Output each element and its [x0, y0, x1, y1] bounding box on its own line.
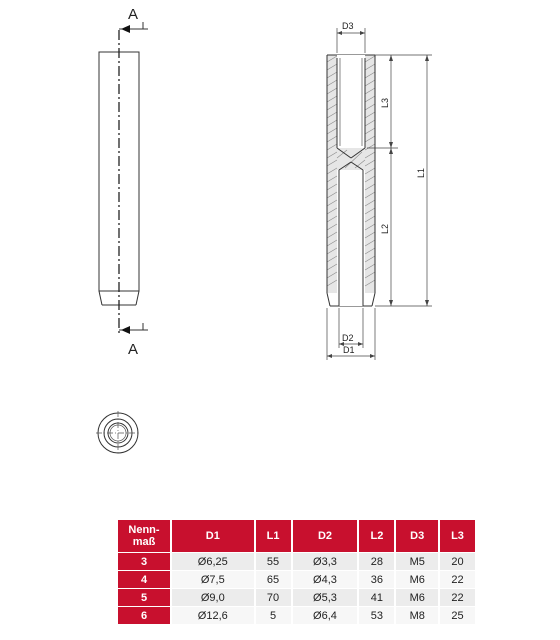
cell-d1: Ø7,5	[172, 571, 254, 588]
cell-nennmass: 3	[118, 553, 170, 570]
cell-d1: Ø12,6	[172, 607, 254, 624]
col-header-d3: D3	[396, 520, 438, 552]
table-row	[118, 607, 475, 624]
cell-l1: 55	[256, 553, 291, 570]
table-header-row	[118, 520, 475, 552]
cell-l2: 41	[359, 589, 394, 606]
cell-d1: Ø6,25	[172, 553, 254, 570]
dim-label-d2: D2	[342, 333, 354, 343]
cell-d1: Ø9,0	[172, 589, 254, 606]
side-view	[99, 30, 139, 335]
cell-d3: M8	[396, 607, 438, 624]
end-view	[96, 411, 140, 455]
cell-d2: Ø6,4	[293, 607, 358, 624]
dim-label-l2: L2	[380, 223, 390, 234]
table-row	[118, 571, 475, 588]
col-header-d1: D1	[172, 520, 254, 552]
dimension-table	[116, 519, 477, 625]
dim-label-l1: L1	[416, 167, 426, 178]
cell-l3: 22	[440, 589, 475, 606]
section-label-bottom: A	[128, 341, 139, 358]
cell-l1: 5	[256, 607, 291, 624]
col-header-l1: L1	[256, 520, 291, 552]
cell-d3: M5	[396, 553, 438, 570]
cell-d2: Ø4,3	[293, 571, 358, 588]
table-row	[118, 589, 475, 606]
table-row	[118, 553, 475, 570]
dim-label-d3: D3	[342, 21, 354, 31]
cell-d3: M6	[396, 589, 438, 606]
cell-nennmass: 4	[118, 571, 170, 588]
cell-l3: 25	[440, 607, 475, 624]
cell-d3: M6	[396, 571, 438, 588]
dim-label-d1: D1	[343, 345, 355, 355]
cell-l3: 20	[440, 553, 475, 570]
section-marker-bottom	[119, 323, 148, 358]
col-header-nennmass: Nenn- maß	[118, 520, 170, 552]
section-view	[327, 55, 375, 306]
cell-l1: 65	[256, 571, 291, 588]
dim-label-l3: L3	[380, 97, 390, 108]
cell-d2: Ø3,3	[293, 553, 358, 570]
cell-l2: 36	[359, 571, 394, 588]
col-header-l2: L2	[359, 520, 394, 552]
cell-d2: Ø5,3	[293, 589, 358, 606]
cell-l3: 22	[440, 571, 475, 588]
col-header-d2: D2	[293, 520, 358, 552]
cell-l2: 53	[359, 607, 394, 624]
section-marker-top	[119, 6, 148, 33]
section-label-top: A	[128, 6, 139, 23]
cell-nennmass: 5	[118, 589, 170, 606]
cell-l2: 28	[359, 553, 394, 570]
cell-nennmass: 6	[118, 607, 170, 624]
cell-l1: 70	[256, 589, 291, 606]
col-header-l3: L3	[440, 520, 475, 552]
